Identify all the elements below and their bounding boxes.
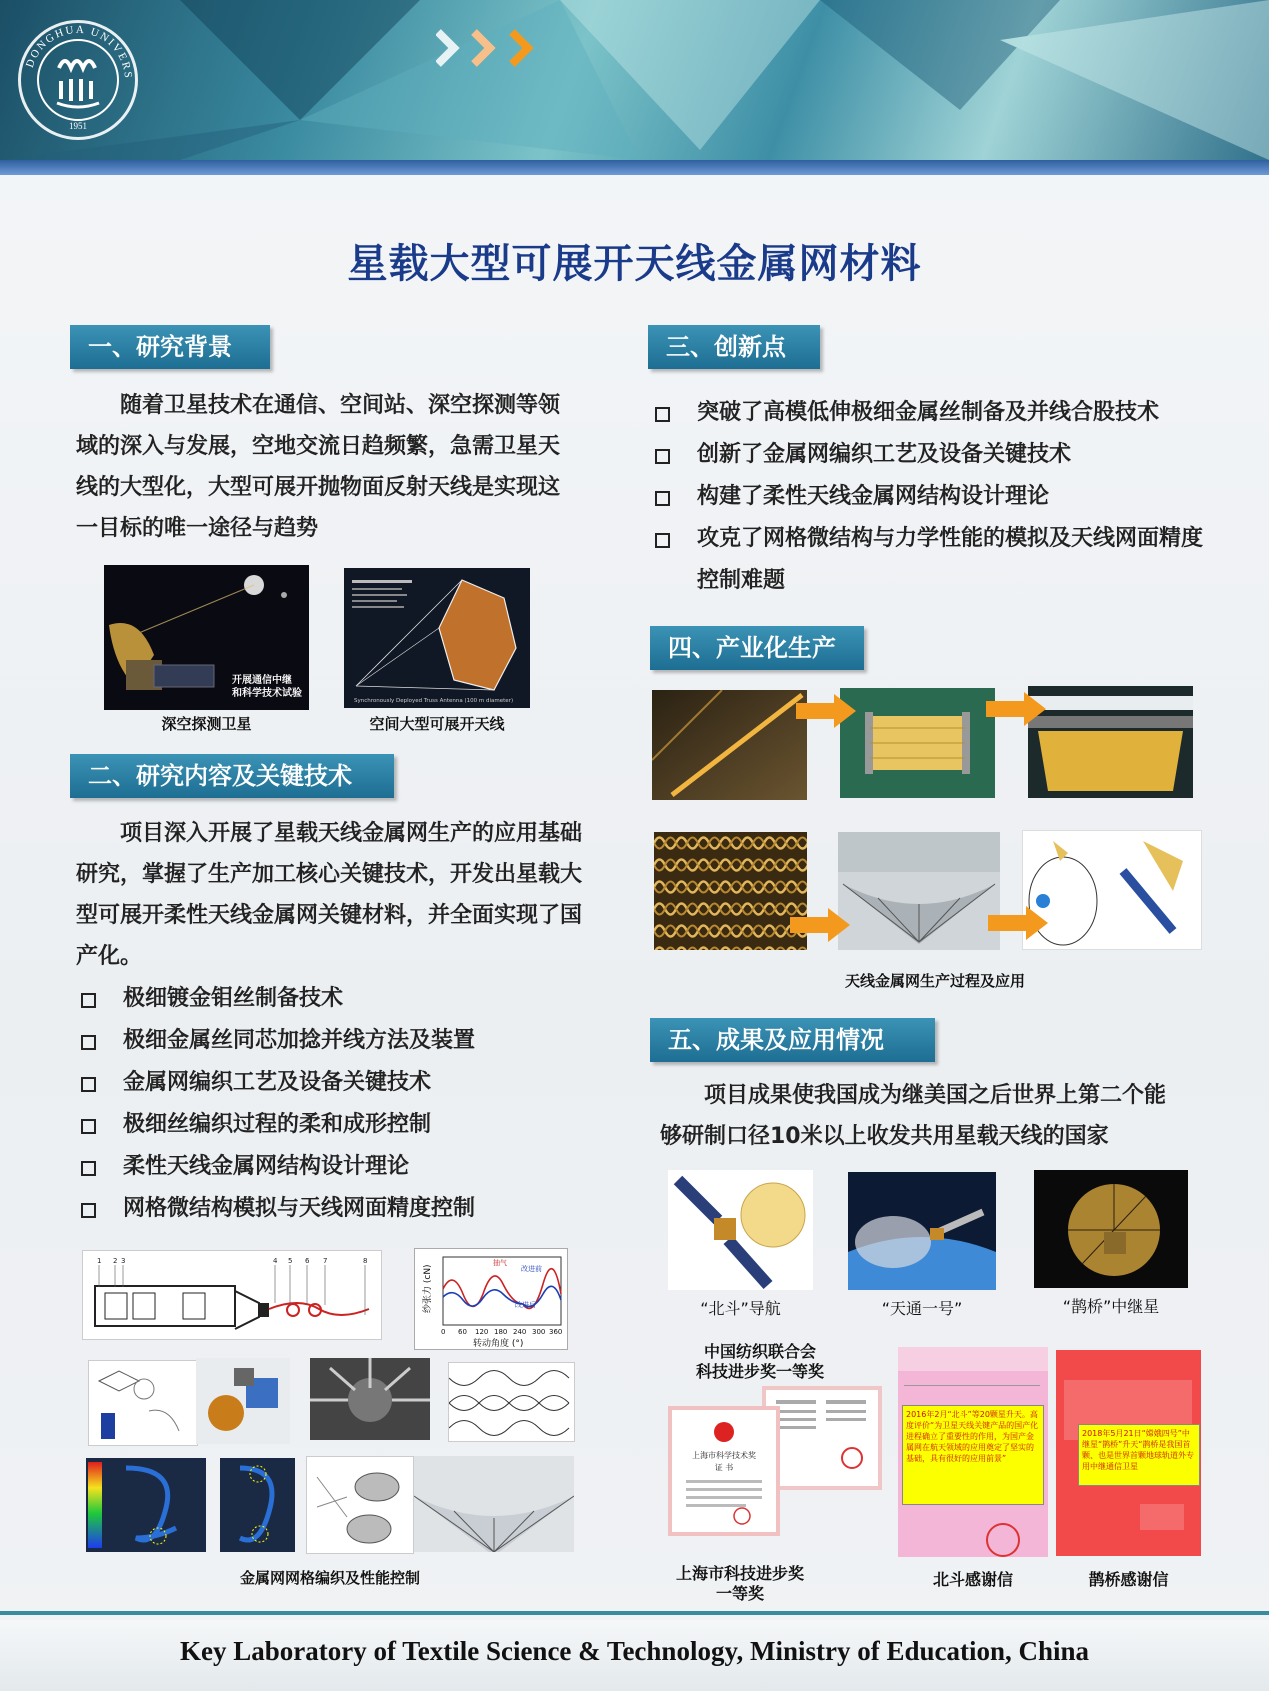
deep-space-satellite-image	[104, 565, 309, 710]
caption-queqiao: “鹊桥”中继星	[1062, 1297, 1160, 1316]
section-heading-production: 四、产业化生产	[650, 626, 864, 670]
cam-mechanism-image	[196, 1358, 290, 1444]
caption-production: 天线金属网生产过程及应用	[844, 972, 1025, 990]
caption-mesh-knitting: 金属网网格编织及性能控制	[239, 1569, 420, 1587]
braiding-machine-image	[310, 1358, 430, 1440]
knitting-machine-image	[1028, 686, 1193, 798]
section-heading-background: 一、研究背景	[70, 325, 270, 369]
process-arrow-icon	[790, 908, 850, 942]
list-item: 构建了柔性天线金属网结构设计理论	[652, 476, 1208, 518]
caption-queqiao-letter: 鹊桥感谢信	[1088, 1570, 1169, 1589]
research-bullet-list	[78, 978, 588, 1230]
orbit-diagram-image	[1022, 830, 1202, 950]
image-overlay-text: 开展通信中继和科学技术试验	[232, 675, 302, 699]
list-item: 柔性天线金属网结构设计理论	[78, 1146, 588, 1188]
svg-text:3: 3	[121, 1257, 126, 1265]
chart-legend-after: 改进后	[515, 1301, 536, 1309]
certificate-heading: 上海市科学技术奖	[692, 1451, 756, 1460]
chart-xtick: 120	[475, 1328, 489, 1336]
simulation-detail-image	[220, 1458, 295, 1552]
list-item: 极细丝编织过程的柔和成形控制	[78, 1104, 588, 1146]
logo-text: DONGHUA UNIVERS	[23, 23, 135, 81]
svg-text:7: 7	[323, 1257, 328, 1265]
svg-text:5: 5	[288, 1257, 293, 1265]
certificate-sub: 证 书	[714, 1463, 734, 1472]
gear-mechanism-image	[88, 1360, 198, 1446]
svg-text:4: 4	[273, 1257, 278, 1265]
winding-machine-image	[840, 688, 995, 798]
innovation-bullet-list	[652, 392, 1208, 602]
chart-xlabel: 转动角度 (°)	[473, 1339, 524, 1349]
machine-schematic-diagram	[82, 1250, 382, 1340]
process-arrow-icon	[796, 694, 856, 728]
deployable-antenna-image	[344, 568, 530, 708]
footer-divider	[0, 1611, 1269, 1615]
chart-xtick: 0	[441, 1328, 446, 1336]
tension-chart	[414, 1248, 568, 1350]
chart-legend-before: 改进前	[521, 1265, 542, 1273]
list-item: 突破了高模低伸极细金属丝制备及并线合股技术	[652, 392, 1208, 434]
letter-highlight: 2018年5月21日“嫦娥四号”中继星“鹊桥”升天“鹊桥是我国首颗、也是世界首颗地球轨道外专用中继通信卫星	[1078, 1424, 1200, 1486]
queqiao-thank-you-letter	[1056, 1350, 1201, 1556]
background-paragraph: 随着卫星技术在通信、空间站、深空探测等领域的深入与发展，空地交流日趋频繁，急需卫星天线的大型化，大型可展开抛物面反射天线是实现这一目标的唯一途径与趋势	[76, 393, 561, 541]
reflector-ground-test-image	[838, 832, 1000, 950]
header-stripe	[0, 160, 1269, 175]
beidou-satellite-image	[668, 1170, 813, 1290]
section-heading-achievements: 五、成果及应用情况	[650, 1018, 935, 1062]
svg-text:1: 1	[97, 1257, 102, 1265]
process-arrow-icon	[988, 906, 1048, 940]
mesh-pattern-image	[448, 1362, 575, 1442]
footer-text: Key Laboratory of Textile Science & Technology, Ministry of Education, China	[179, 1636, 1090, 1666]
chart-xtick: 300	[532, 1328, 546, 1336]
header-banner	[0, 0, 1269, 175]
chart-annotation: 抽气	[493, 1259, 507, 1267]
caption-beidou-letter: 北斗感谢信	[932, 1570, 1013, 1589]
chart-xtick: 60	[458, 1328, 467, 1336]
caption-deployable-antenna: 空间大型可展开天线	[369, 715, 505, 733]
chart-xtick: 240	[513, 1328, 527, 1336]
svg-text:6: 6	[305, 1257, 310, 1265]
image-overlay-text: Synchronously Deployed Truss Antenna (100 m diameter)	[354, 698, 514, 704]
chart-xtick: 360	[549, 1328, 563, 1336]
tiantong-satellite-image	[848, 1172, 996, 1290]
caption-textile-award: 中国纺织联合会 科技进步奖一等奖	[695, 1342, 824, 1381]
beidou-thank-you-letter	[898, 1347, 1048, 1557]
process-arrow-icon	[986, 692, 1046, 726]
list-item: 网格微结构模拟与天线网面精度控制	[78, 1188, 588, 1230]
section-heading-innovation: 三、创新点	[648, 325, 820, 369]
chart-xtick: 180	[494, 1328, 508, 1336]
research-paragraph: 项目深入开展了星载天线金属网生产的应用基础研究，掌握了生产加工核心关键技术，开发出星载大型可展开柔性天线金属网关键材料，并全面实现了国产化。	[76, 821, 583, 969]
page-title: 星载大型可展开天线金属网材料	[347, 241, 922, 287]
caption-tiantong: “天通一号”	[881, 1299, 963, 1318]
letter-highlight: 2016年2月“北斗”等20颗星升天。高度评价“为卫星天线关键产品的国产化进程确立了重要性的作用，为国产金属网在航天领域的应用奠定了坚实的基础，具有很好的应用前景”	[902, 1405, 1044, 1505]
list-item: 极细金属丝同芯加捻并线方法及装置	[78, 1020, 588, 1062]
gold-wire-image	[652, 690, 807, 800]
list-item: 创新了金属网编织工艺及设备关键技术	[652, 434, 1208, 476]
simulation-colormap-image	[86, 1458, 206, 1552]
metal-mesh-closeup-image	[654, 832, 807, 950]
queqiao-satellite-image	[1034, 1170, 1188, 1288]
svg-text:8: 8	[363, 1257, 368, 1265]
chart-ylabel: 纱张力 (cN)	[423, 1264, 433, 1313]
logo-year: 1951	[69, 121, 87, 131]
section-heading-research: 二、研究内容及关键技术	[70, 754, 394, 798]
list-item: 攻克了网格微结构与力学性能的模拟及天线网面精度控制难题	[652, 518, 1208, 602]
caption-beidou: “北斗”导航	[700, 1299, 781, 1318]
list-item: 极细镀金钼丝制备技术	[78, 978, 588, 1020]
textile-award-certificate	[762, 1386, 882, 1490]
list-item: 金属网编织工艺及设备关键技术	[78, 1062, 588, 1104]
achievement-paragraph: 项目成果使我国成为继美国之后世界上第二个能够研制口径10米以上收发共用星载天线的国家	[660, 1083, 1167, 1149]
chevron-arrows-icon	[436, 26, 556, 70]
antenna-reflector-photo	[414, 1456, 574, 1552]
decorative-polygons	[0, 0, 1269, 175]
shanghai-award-certificate	[668, 1406, 780, 1536]
university-logo	[18, 20, 138, 140]
mesh-assembly-sketch	[306, 1456, 414, 1554]
caption-deep-space-satellite: 深空探测卫星	[161, 715, 252, 733]
caption-shanghai-award: 上海市科技进步奖 一等奖	[675, 1564, 804, 1603]
svg-text:2: 2	[113, 1257, 118, 1265]
